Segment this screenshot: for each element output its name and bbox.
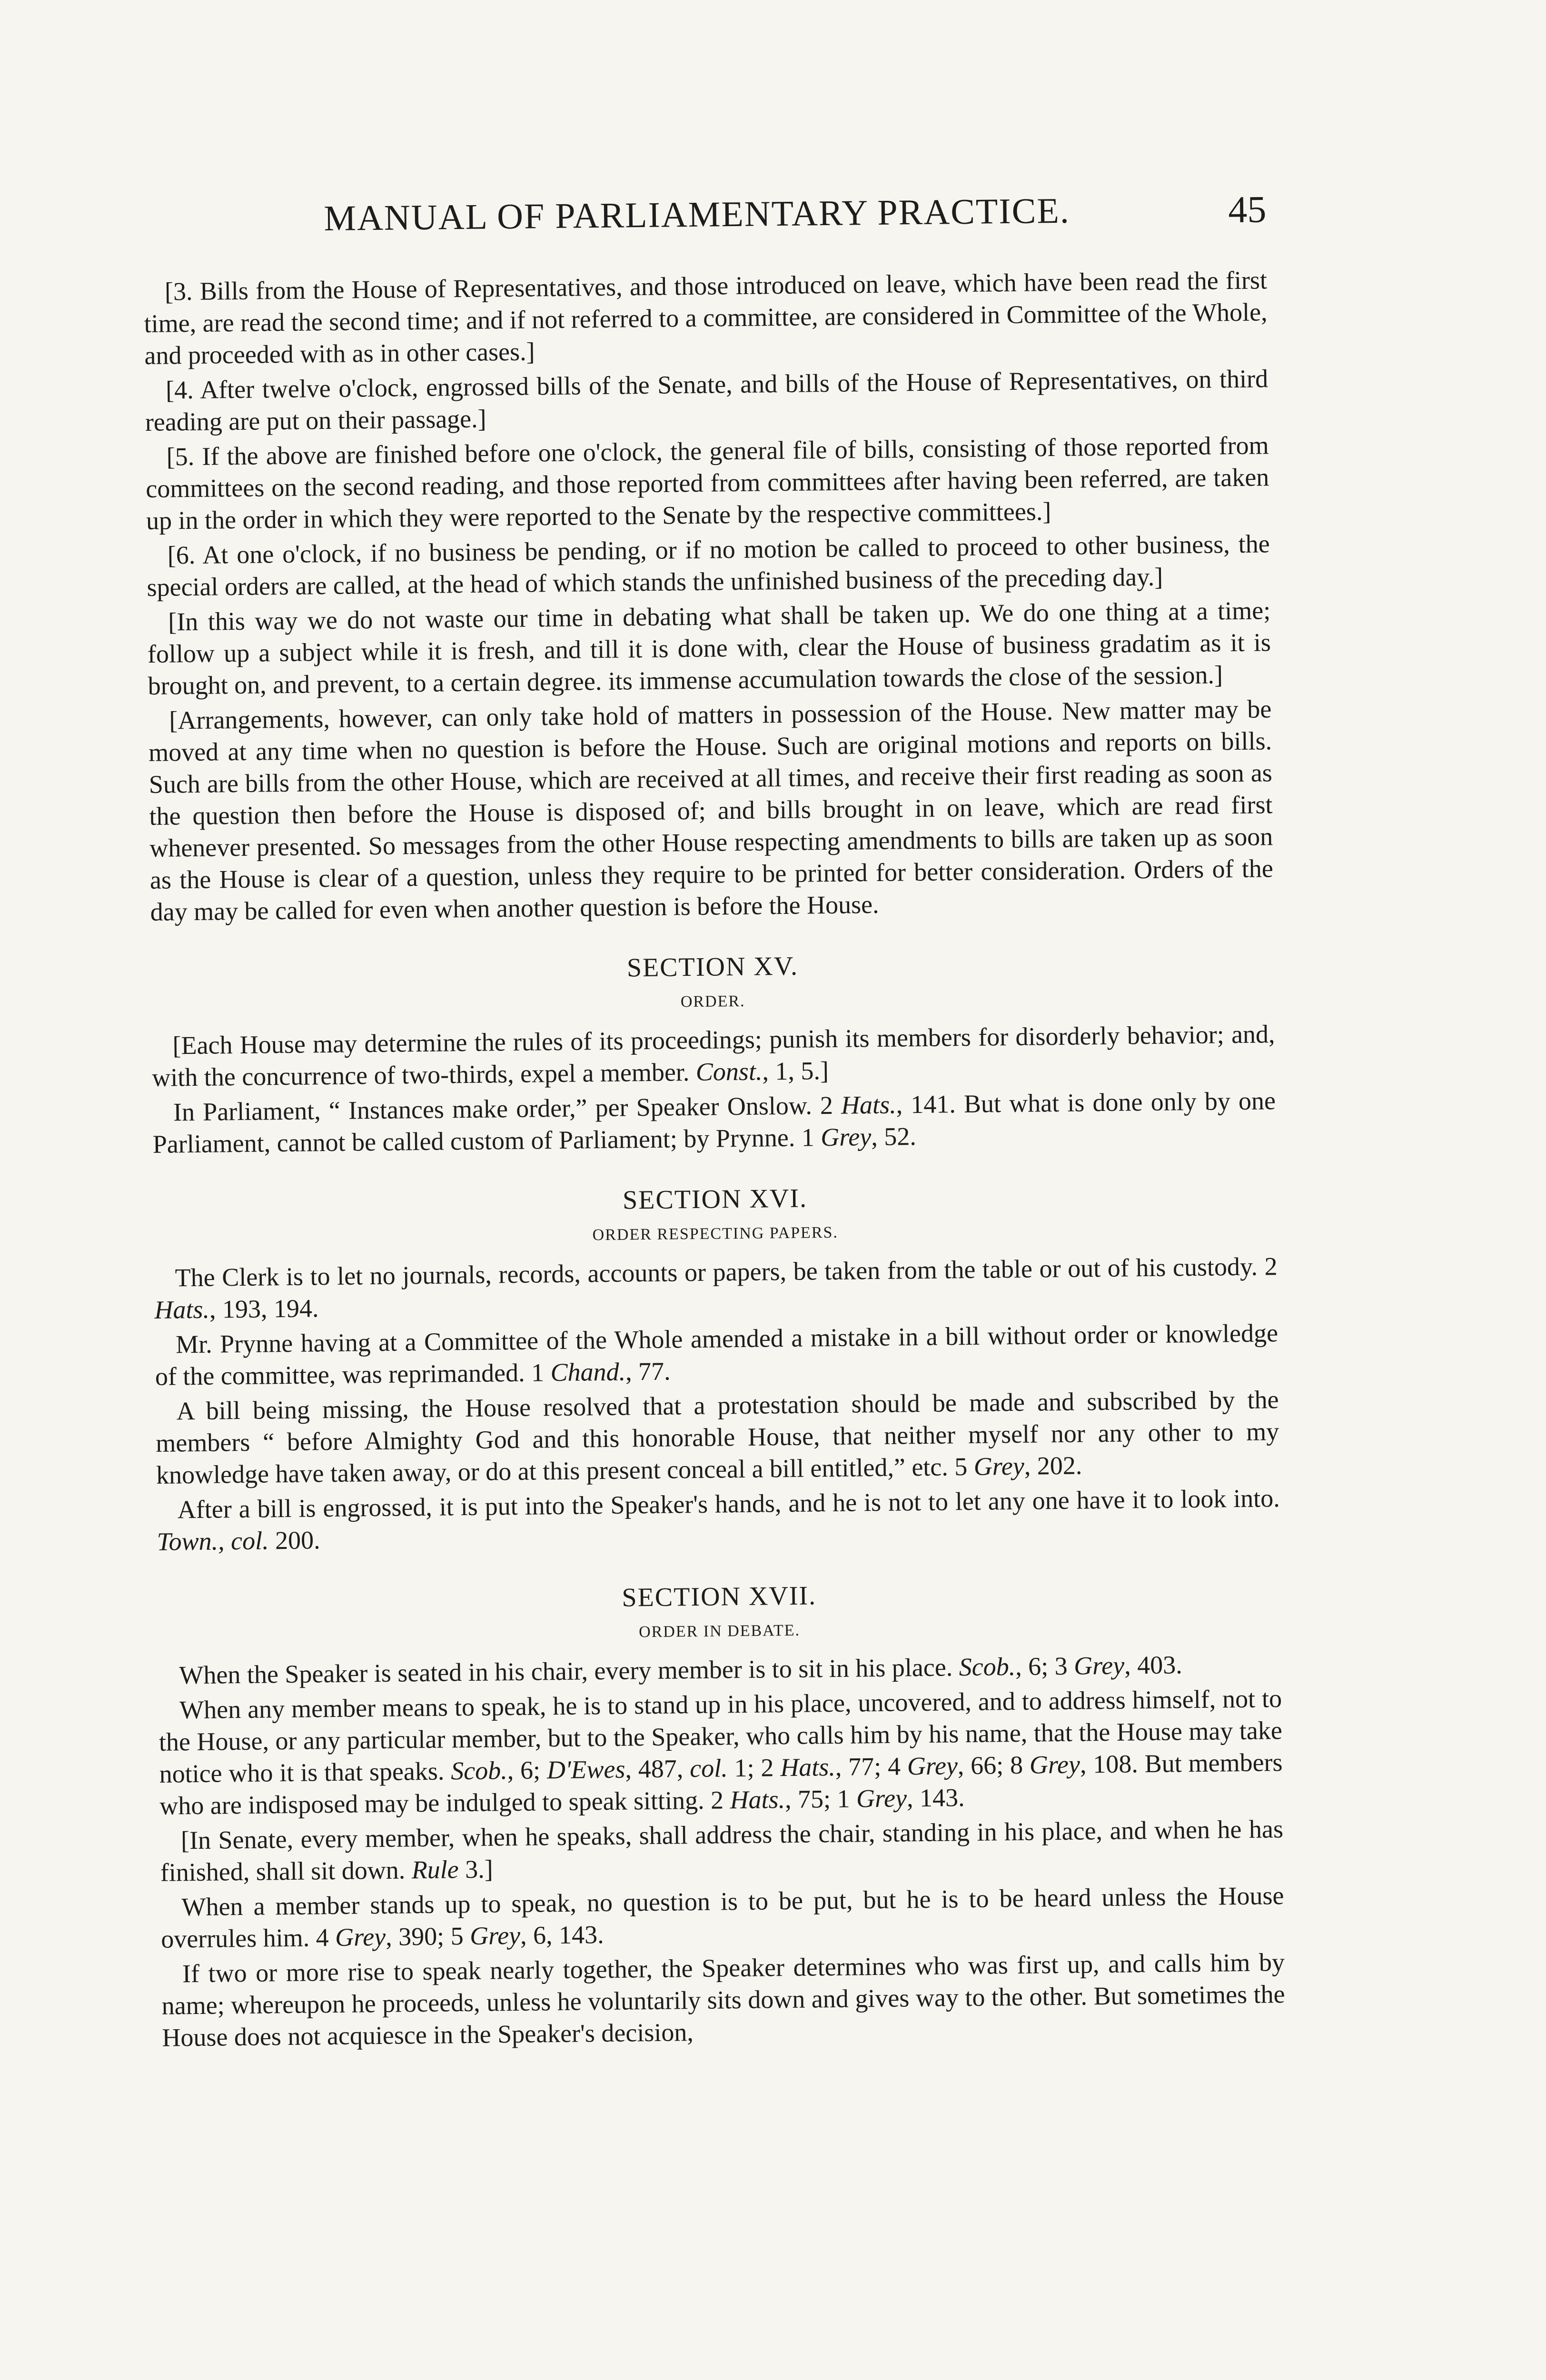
text: , 141. But what is done only by one Parliament, cannot be called custom of Parliament; by Prynne. 1: [152, 1086, 1276, 1159]
section-heading-xv: SECTION XV.: [626, 951, 799, 983]
text: , 6; 3: [1015, 1651, 1074, 1681]
page: [143, 188, 1286, 2056]
citation: Hats.: [841, 1090, 896, 1120]
section-subheading-papers: ORDER RESPECTING PAPERS.: [592, 1223, 839, 1244]
text: , 66; 8: [957, 1750, 1030, 1780]
citation: Grey: [335, 1922, 386, 1952]
paragraph-rule-5: [5. If the above are finished before one o'clock, the general file of bills, consisting of those reported from committees on the second reading, and those reported from committees after having been referred, are taken up in the order in which they were reported to the Senate by the respective committees.]: [146, 431, 1269, 535]
paragraph-rule-6: [6. At one o'clock, if no business be pending, or if no motion be called to proceed to other business, the special orders are called, at the head of which stands the unfinished business of the preceding day.]: [147, 529, 1270, 602]
paragraph-rule-4: [4. After twelve o'clock, engrossed bills of the Senate, and bills of the House of Representatives, on third reading are put on their passage.]: [145, 364, 1269, 436]
paragraph-arrangements: [Arrangements, however, can only take hold of matters in possession of the House. New matter may be moved at any time when no question is before the House. Such are original motions and reports on bills. Such are bills from the other House, which are received at all times, and receive their first reading as soon as the question then before the House is disposed of; and bills brought in on leave, which are read first whenever presented. So messages from the other House respecting amendments to bills are taken up as soon as the House is clear of a question, unless they require to be printed for better consideration. Orders of the day may be called for even when another question is before the House.: [148, 694, 1274, 926]
text: 1; 2: [727, 1753, 781, 1783]
text: , 1, 5.]: [762, 1056, 829, 1086]
text: [In Senate, every member, when he speaks, shall address the chair, standing in his place, and when he has finished, shall sit down.: [160, 1815, 1284, 1887]
text: , 77; 4: [835, 1752, 908, 1781]
paragraph-commentary: [In this way we do not waste our time in debating what shall be taken up. We do one thing at a time; follow up a subject while it is fresh, and till it is done with, clear the House of business gradatim as it is brought on, and prevent, to a certain degree. its immense accumulation towards the close of the session.]: [147, 596, 1271, 700]
text: , 77.: [625, 1357, 671, 1386]
citation: Town., col.: [157, 1526, 269, 1556]
text: , 6;: [507, 1755, 547, 1785]
text: When any member means to speak, he is to stand up in his place, uncovered, and to address himself, not to the House, or any particular member, but to the Speaker, who calls him by his name, that the House may take notice who it is that speaks.: [159, 1684, 1283, 1788]
text: , 52.: [871, 1122, 917, 1151]
text: A bill being missing, the House resolved that a protestation should be made and subscribed by the members “ before Almighty God and this honorable House, that neither myself nor any other to my knowledge have taken away, or do at this present conceal a bill entitled,” etc. 5: [156, 1385, 1279, 1489]
citation: Scob.: [959, 1652, 1016, 1682]
running-title: MANUAL OF PARLIAMENTARY PRACTICE.: [323, 190, 1070, 239]
section-subheading-order: ORDER.: [680, 992, 745, 1011]
citation: Const.: [695, 1057, 763, 1086]
page-header: [143, 188, 1267, 257]
paragraph-instances-make-order: [152, 1085, 1276, 1160]
text: The Clerk is to let no journals, records, accounts or papers, be taken from the table or out of his custody. 2: [175, 1252, 1278, 1292]
paragraph-member-speak: [159, 1683, 1283, 1822]
paragraph-stands-up: [160, 1880, 1284, 1955]
citation: Scob.: [450, 1756, 507, 1785]
citation: col.: [689, 1754, 728, 1783]
text: , 108. But members who are indisposed may be indulged to speak sitting. 2: [159, 1748, 1283, 1820]
section-heading-xvii: SECTION XVII.: [622, 1581, 817, 1613]
citation: Hats.: [730, 1785, 785, 1815]
paragraph-bill-missing: [155, 1384, 1279, 1491]
citation: Grey: [469, 1921, 521, 1951]
text: , 487,: [625, 1754, 690, 1784]
paragraph-clerk: [154, 1250, 1278, 1326]
text: Mr. Prynne having at a Committee of the Whole amended a mistake in a bill without order or knowledge of the committee, was reprimanded. 1: [155, 1319, 1278, 1391]
text: , 75; 1: [784, 1784, 857, 1814]
citation: Rule: [411, 1855, 459, 1884]
text: , 202.: [1024, 1451, 1082, 1480]
citation: Grey: [973, 1451, 1025, 1481]
paragraph-rule-3: [3. Bills from the House of Representatives, and those introduced on leave, which have been read the first time, are read the second time; and if not referred to a committee, are considered in Committee of the Whole, and proceeded with as in other cases.]: [144, 266, 1268, 370]
citation: Grey: [1073, 1651, 1125, 1680]
section-subheading-debate: ORDER IN DEBATE.: [638, 1621, 801, 1641]
paragraph-two-rise: If two or more rise to speak nearly together, the Speaker determines who was first up, and calls him by name; whereupon he proceeds, unless he voluntarily sits down and gives way to the other. But sometimes the House does not acquiesce in the Speaker's decision,: [161, 1948, 1285, 2052]
citation: Grey: [907, 1751, 958, 1781]
text: , 390; 5: [385, 1922, 470, 1951]
paragraph-senate-rule: [160, 1813, 1284, 1889]
citation: Grey: [821, 1122, 872, 1152]
paragraph-engrossed: [156, 1482, 1280, 1558]
citation: Chand.: [550, 1357, 626, 1387]
paragraph-each-house: [151, 1018, 1275, 1094]
text: [Each House may determine the rules of its proceedings; punish its members for disorderly behavior; and, with the concurrence of two-thirds, expel a member.: [151, 1020, 1275, 1092]
citation: D'Ewes: [546, 1755, 625, 1785]
citation: Hats.: [154, 1295, 210, 1324]
text: , 193, 194.: [209, 1294, 319, 1324]
page-number: 45: [1228, 188, 1267, 231]
text: , 6, 143.: [520, 1920, 604, 1950]
text: 200.: [268, 1526, 320, 1555]
text: 3.]: [458, 1854, 494, 1884]
text: , 403.: [1124, 1650, 1182, 1680]
citation: Hats.: [780, 1752, 836, 1782]
citation: Grey: [856, 1784, 907, 1813]
text: , 143.: [906, 1783, 965, 1813]
paragraph-prynne: [155, 1317, 1278, 1393]
text: When the Speaker is seated in his chair, every member is to sit in his place.: [179, 1653, 960, 1690]
citation: Grey: [1029, 1750, 1080, 1779]
section-heading-xvi: SECTION XVI.: [622, 1183, 808, 1215]
text: In Parliament, “ Instances make order,” per Speaker Onslow. 2: [173, 1091, 842, 1127]
text: After a bill is engrossed, it is put into the Speaker's hands, and he is not to let any one have it to look into.: [177, 1484, 1280, 1524]
text: When a member stands up to speak, no question is to be put, but he is to be heard unless the House overrules him. 4: [160, 1881, 1284, 1954]
